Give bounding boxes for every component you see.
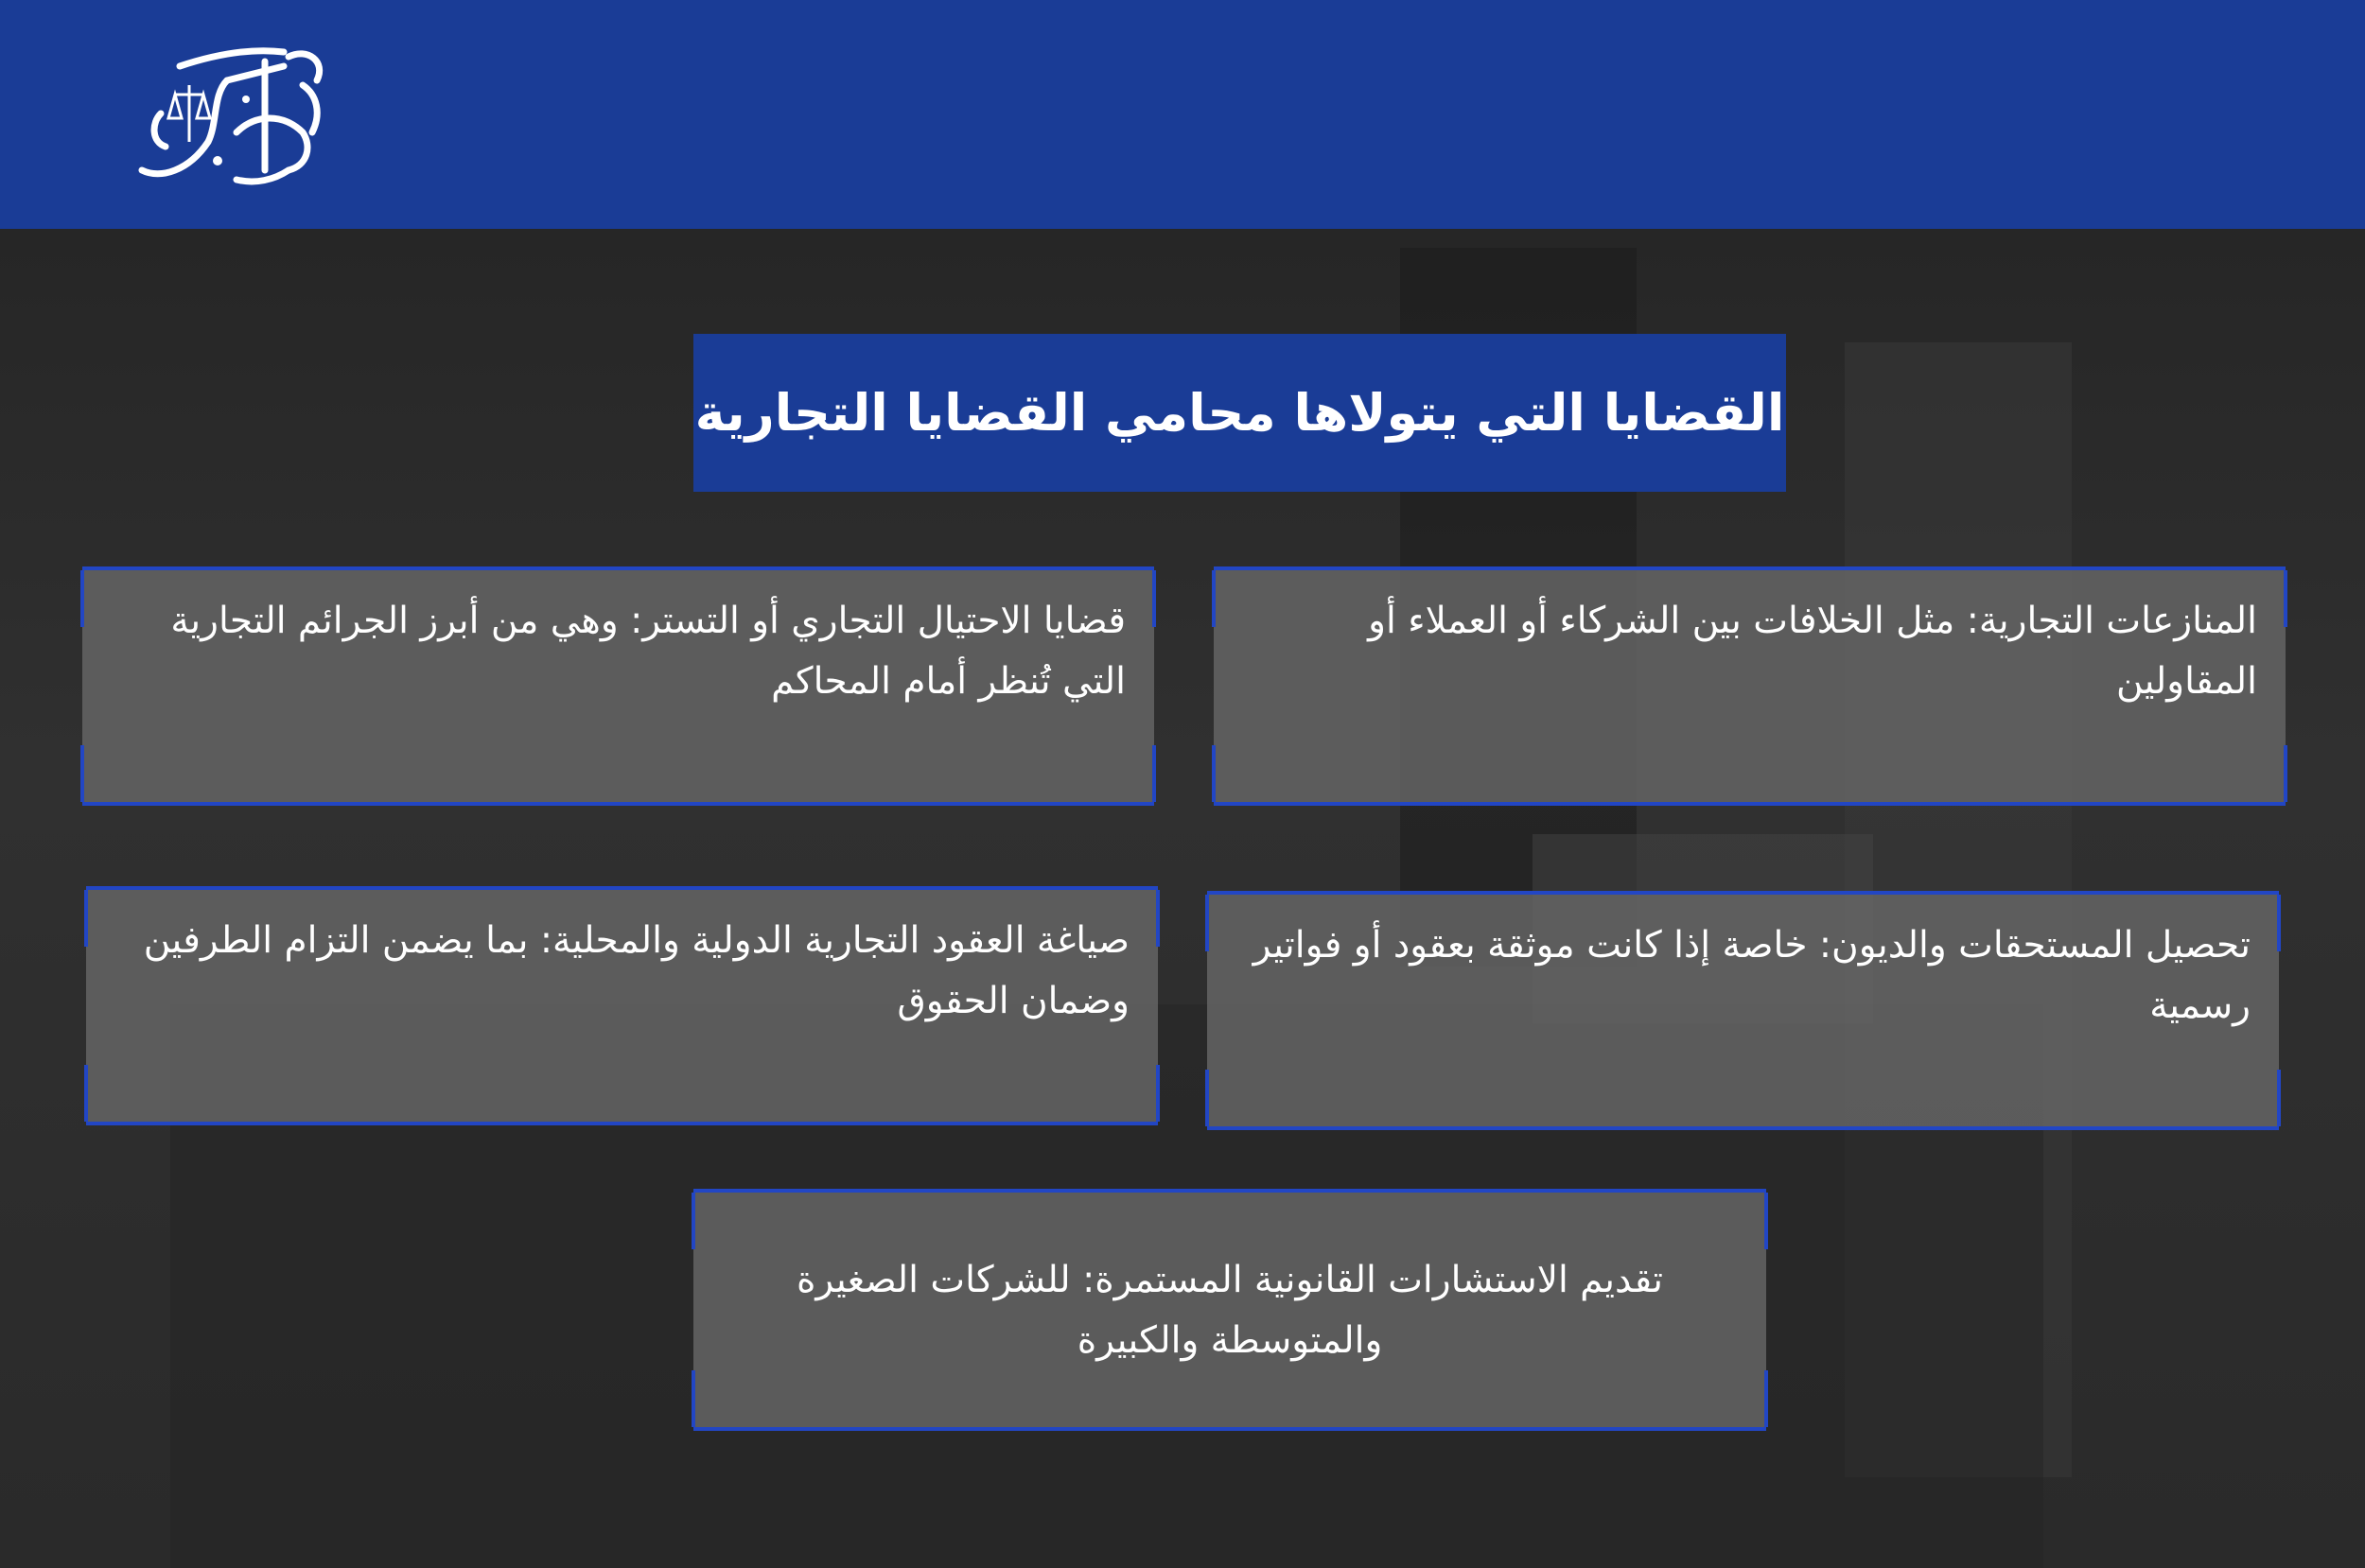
card-corner [2277,1070,2281,1126]
calligraphy-scales-logo-icon [123,28,341,208]
page-title: القضايا التي يتولاها محامي القضايا التجارية [694,383,1785,443]
card-corner [84,890,88,947]
card-text: تقديم الاستشارات القانونية المستمرة: للشركات الصغيرة والمتوسطة والكبيرة [796,1259,1664,1362]
card-commercial-fraud [82,566,1154,806]
card-corner [1152,745,1156,802]
card-corner [1156,1065,1160,1122]
card-contract-drafting [86,886,1158,1125]
header-bar [0,0,2365,229]
title-banner [693,334,1786,492]
card-text: المنازعات التجارية: مثل الخلافات بين الشركاء أو العملاء أو المقاولين [1368,600,2257,703]
card-corner [692,1193,695,1249]
card-corner [1205,895,1209,951]
card-corner [1764,1370,1768,1427]
card-text: قضايا الاحتيال التجاري أو التستر: وهي من أبرز الجرائم التجارية التي تُنظر أمام المحاكم [170,600,1126,703]
card-text: تحصيل المستحقات والديون: خاصة إذا كانت موثقة بعقود أو فواتير رسمية [1253,924,2251,1027]
card-corner [1212,570,1216,627]
card-text: صياغة العقود التجارية الدولية والمحلية: بما يضمن التزام الطرفين وضمان الحقوق [143,919,1130,1022]
card-legal-consultations [693,1189,1766,1431]
card-corner [2284,745,2287,802]
card-commercial-disputes [1214,566,2286,806]
card-debt-collection [1207,891,2279,1130]
card-corner [80,570,84,627]
